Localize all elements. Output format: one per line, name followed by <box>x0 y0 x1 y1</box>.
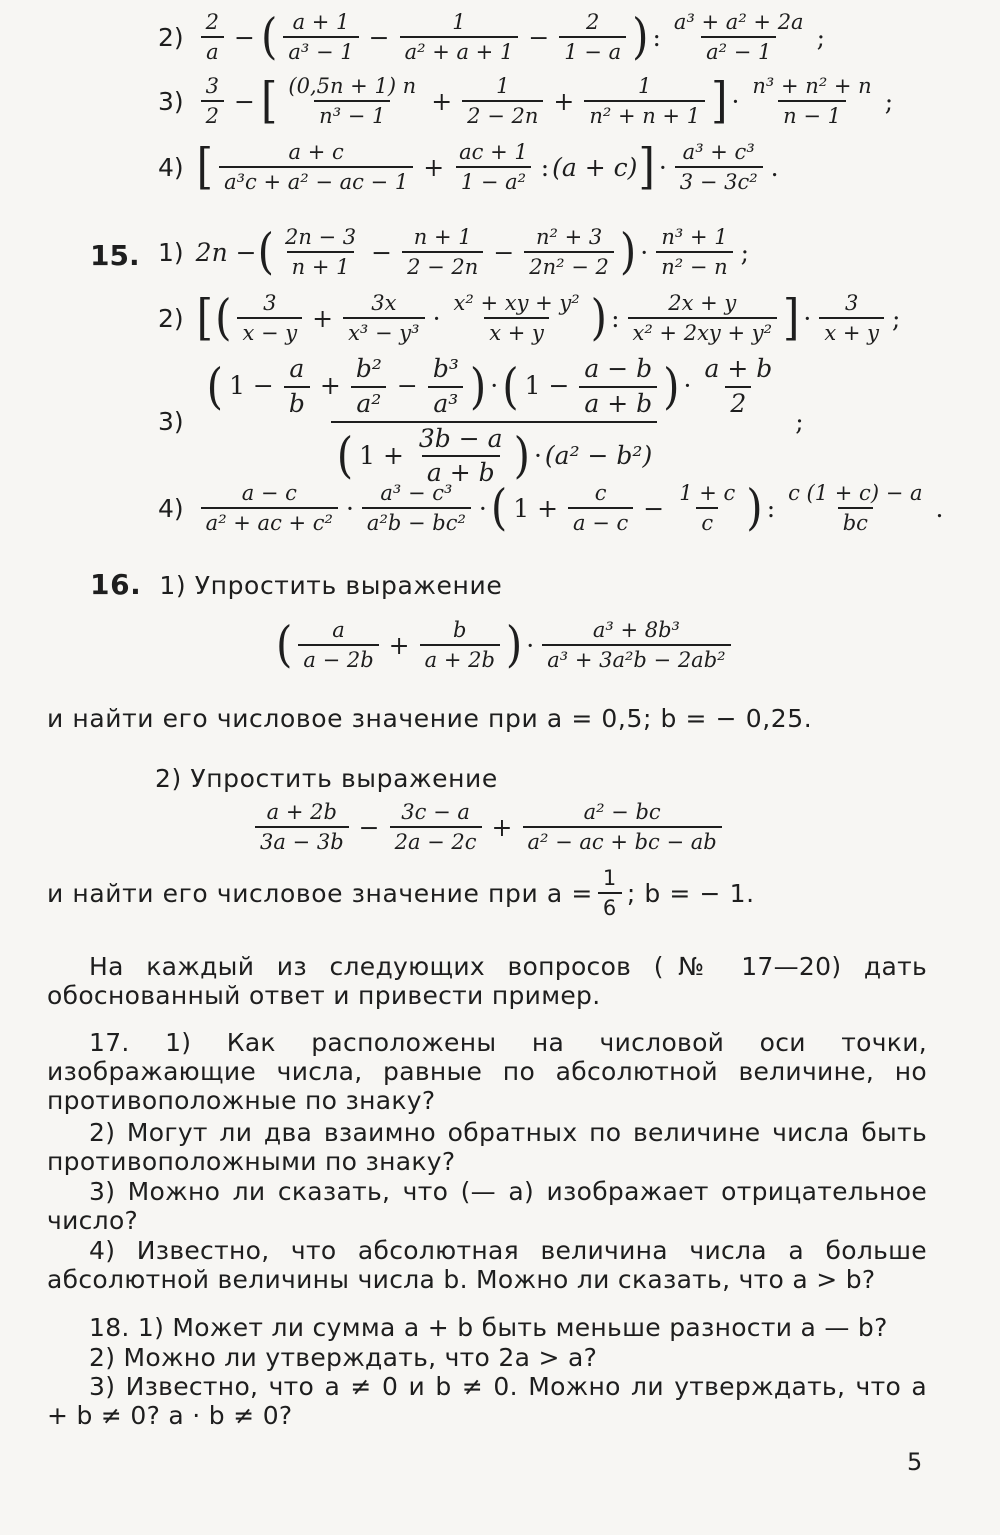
fraction: $\frac{c (1 + c) - a}{bc}$ <box>788 481 923 536</box>
fraction: $\frac{a + 1}{\text{a³ − 1}}$ <box>283 10 358 64</box>
fraction: $\frac{2}{1 - a}$ <box>559 10 626 64</box>
exercise-16-part-2-heading: 2) Упростить выражение <box>155 764 498 793</box>
exercise-16-part-2-find: и найти его числовое значение при a = $\frac{1}{6}$ ; b = − 1. <box>47 866 755 921</box>
fraction: $\frac{a + 2b}{3a - 3b}$ <box>255 800 349 854</box>
exercise-14 <box>0 0 1000 200</box>
fraction: $\frac{2n - 3}{n + 1}$ <box>284 225 357 280</box>
exercise-15 <box>0 215 1000 555</box>
fraction: $\frac{3x}{\text{x³ − y³}}$ <box>343 291 425 345</box>
fraction: $\frac{1}{6}$ <box>598 866 622 920</box>
item-label: 1) <box>158 237 184 267</box>
numerator: ( 1 − $\frac{a}{b}$ + $\frac{\text{b²}}{\text{a²}}$ − $\frac{\text{b³}}{\text{a³}}$ ) · ( 1 − $\frac{a - b}{a + b}$ ) · $\frac{a + b}{2}$ <box>201 355 788 421</box>
fraction: $\frac{3}{2}$ <box>201 74 224 128</box>
fraction: $\frac{\text{n³ + 1}}{\text{n² − n}}$ <box>656 225 732 279</box>
exercise-17-question-3: 3) Можно ли сказать, что (— a) изображает отрицательное число? <box>47 1177 927 1235</box>
fraction: $\frac{\text{b³}}{\text{a³}}$ <box>428 355 464 419</box>
exercise-number: 16. <box>90 568 142 601</box>
fraction: $\frac{1 + c}{c}$ <box>679 481 736 536</box>
fraction: $\frac{\text{n³ + n² + n}}{n - 1}$ <box>752 74 872 129</box>
exercise-16-part-1-find: и найти его числовое значение при a = 0,5; b = − 0,25. <box>47 704 813 733</box>
fraction: $\frac{a + b}{2}$ <box>704 354 773 418</box>
fraction: $\frac{a - c}{\text{a² + ac + c²}}$ <box>201 481 338 535</box>
expression: 2n − ( $\frac{2n - 3}{n + 1}$ − $\frac{n + 1}{2 - 2n}$ − $\frac{\text{n² + 3}}{\text{2n² − 2}}$ ) · $\frac{\text{n³ + 1}}{\text{n² − n}}$ ; <box>195 223 750 280</box>
exercise-16-part-1-expression <box>275 618 736 672</box>
fraction: $\frac{2}{a}$ <box>201 10 224 64</box>
fraction: $\frac{a}{b}$ <box>284 355 310 419</box>
exercise-14-item-4 <box>158 140 782 194</box>
exercise-18-question-3: 3) Известно, что a ≠ 0 и b ≠ 0. Можно ли утверждать, что a + b ≠ 0? a · b ≠ 0? <box>47 1372 927 1430</box>
expression: ( 1 − $\frac{a}{b}$ + $\frac{\text{b²}}{\text{a²}}$ − $\frac{\text{b³}}{\text{a³}}$ ) · ( 1 − $\frac{a - b}{a + b}$ ) · $\frac{a + b}{2}$ ( 1 + $\frac{3b - a}{a + b}$ ) · (a² − b²) ; <box>196 355 807 488</box>
fraction: $\frac{\text{a³ + c³}}{\text{3 − 3c²}}$ <box>675 140 763 194</box>
expression: $\frac{3}{2}$ − [ $\frac{(0,5n + 1) n}{\text{n³ − 1}}$ + $\frac{1}{2 - 2n}$ + $\frac{1}{\text{n² + n + 1}}$ ] · $\frac{\text{n³ + n² + n}}{n - 1}$ ; <box>196 74 896 128</box>
exercise-18-question-1: 18. 1) Может ли сумма a + b быть меньше разности a — b? <box>89 1313 888 1342</box>
fraction: $\frac{3}{x - y}$ <box>237 291 302 345</box>
item-label: 2) <box>158 22 184 52</box>
fraction: $\frac{a + c}{\text{a³c + a² − ac − 1}}$ <box>219 140 413 194</box>
item-label: 2) <box>158 303 184 333</box>
expression: $\frac{2}{a}$ − ( $\frac{a + 1}{\text{a³ − 1}}$ − $\frac{1}{\text{a² + a + 1}}$ − $\frac{2}{1 - a}$ ) : $\frac{\text{a³ + a² + 2a}}{\text{a² − 1}}$ ; <box>196 10 828 64</box>
expression: $\frac{a - c}{\text{a² + ac + c²}}$ · $\frac{\text{a³ − c³}}{\text{a²b − bc²}}$ · ( 1 + $\frac{c}{a - c}$ − $\frac{1 + c}{c}$ ) : $\frac{c (1 + c) - a}{bc}$ . <box>196 481 947 535</box>
fraction: $\frac{(0,5n + 1) n}{\text{n³ − 1}}$ <box>288 74 417 129</box>
fraction: $\frac{1}{\text{n² + n + 1}}$ <box>584 74 705 128</box>
fraction: $\frac{\text{a³ − c³}}{\text{a²b − bc²}}$ <box>362 481 471 535</box>
denominator: ( 1 + $\frac{3b - a}{a + b}$ ) · (a² − b²) <box>331 421 658 489</box>
exercise-14-item-2 <box>158 10 828 64</box>
expression: $\frac{a + 2b}{3a - 3b}$ − $\frac{3c - a}{2a - 2c}$ + $\frac{\text{a² − bc}}{\text{a² − ac + bc − ab}}$ <box>250 800 727 854</box>
exercise-16-part-1-heading: 16. 1) Упростить выражение <box>90 568 503 601</box>
expression: ( $\frac{a}{a - 2b}$ + $\frac{b}{a + 2b}$ ) · $\frac{\text{a³ + 8b³}}{\text{a³ + 3a²b − 2ab²}}$ <box>275 618 736 672</box>
exercise-15-item-4 <box>158 481 946 535</box>
exercise-14-item-3 <box>158 74 896 128</box>
fraction: $\frac{ac + 1}{\text{1 − a²}}$ <box>454 140 533 194</box>
fraction: $\frac{1}{\text{a² + a + 1}}$ <box>400 10 519 64</box>
fraction: $\frac{b}{a + 2b}$ <box>420 618 500 672</box>
section-intro: На каждый из следующих вопросов (№ 17—20) дать обоснованный ответ и привести пример. <box>47 952 927 1010</box>
fraction: $\frac{\text{a² − bc}}{\text{a² − ac + bc − ab}}$ <box>523 800 722 854</box>
fraction: $\frac{a - b}{a + b}$ <box>579 355 657 419</box>
exercise-17-question-1: 17. 1) Как расположены на числовой оси точки, изображающие числа, равные по абсолютной величине, но противоположные по знаку? <box>47 1028 927 1115</box>
exercise-15-item-2 <box>158 291 903 345</box>
fraction: $\frac{\text{a³ + 8b³}}{\text{a³ + 3a²b − 2ab²}}$ <box>542 618 730 672</box>
item-label: 3) <box>158 407 184 436</box>
item-label: 4) <box>158 493 184 523</box>
fraction: $\frac{1}{2 - 2n}$ <box>462 74 543 128</box>
fraction: $\frac{\text{n² + 3}}{\text{2n² − 2}}$ <box>524 225 614 279</box>
fraction: $\frac{3c - a}{2a - 2c}$ <box>390 800 482 854</box>
fraction: $\frac{c}{a - c}$ <box>568 481 633 535</box>
expression: [ $\frac{a + c}{\text{a³c + a² − ac − 1}}$ + $\frac{ac + 1}{\text{1 − a²}}$ : (a + c) ] · $\frac{\text{a³ + c³}}{\text{3 − 3c²}}$ . <box>196 138 779 195</box>
fraction: $\frac{3b - a}{a + b}$ <box>418 423 503 488</box>
compound-fraction <box>201 355 788 488</box>
exercise-number: 15. <box>90 239 140 272</box>
item-label: 3) <box>158 86 184 116</box>
exercise-18-question-2: 2) Можно ли утверждать, что 2a > a? <box>89 1343 598 1372</box>
fraction: $\frac{n + 1}{2 - 2n}$ <box>402 225 483 279</box>
fraction: $\frac{\text{b²}}{\text{a²}}$ <box>351 355 387 419</box>
exercise-17-question-4: 4) Известно, что абсолютная величина числа a больше абсолютной величины числа b. Можно ли сказать, что a > b? <box>47 1236 927 1294</box>
fraction: $\frac{a}{a - 2b}$ <box>298 618 378 672</box>
exercise-15-item-1 <box>158 225 752 279</box>
item-label: 4) <box>158 152 184 182</box>
exercise-15-item-3 <box>158 355 807 488</box>
exercise-16 <box>0 560 1000 920</box>
exercise-16-part-2-expression <box>250 800 727 854</box>
expression: [ ( $\frac{3}{x - y}$ + $\frac{3x}{\text{x³ − y³}}$ · $\frac{\text{x² + xy + y²}}{x + y}$ ) : $\frac{2x + y}{\text{x² + 2xy + y²}}$ ] · $\frac{3}{x + y}$ ; <box>196 289 901 346</box>
fraction: $\frac{2x + y}{\text{x² + 2xy + y²}}$ <box>628 291 778 345</box>
fraction: $\frac{\text{a³ + a² + 2a}}{\text{a² − 1}}$ <box>673 10 804 65</box>
exercise-17-question-2: 2) Могут ли два взаимно обратных по величине числа быть противоположными по знаку? <box>47 1118 927 1176</box>
page-number: 5 <box>907 1448 923 1476</box>
fraction: $\frac{3}{x + y}$ <box>819 291 884 345</box>
fraction: $\frac{\text{x² + xy + y²}}{x + y}$ <box>453 291 580 346</box>
